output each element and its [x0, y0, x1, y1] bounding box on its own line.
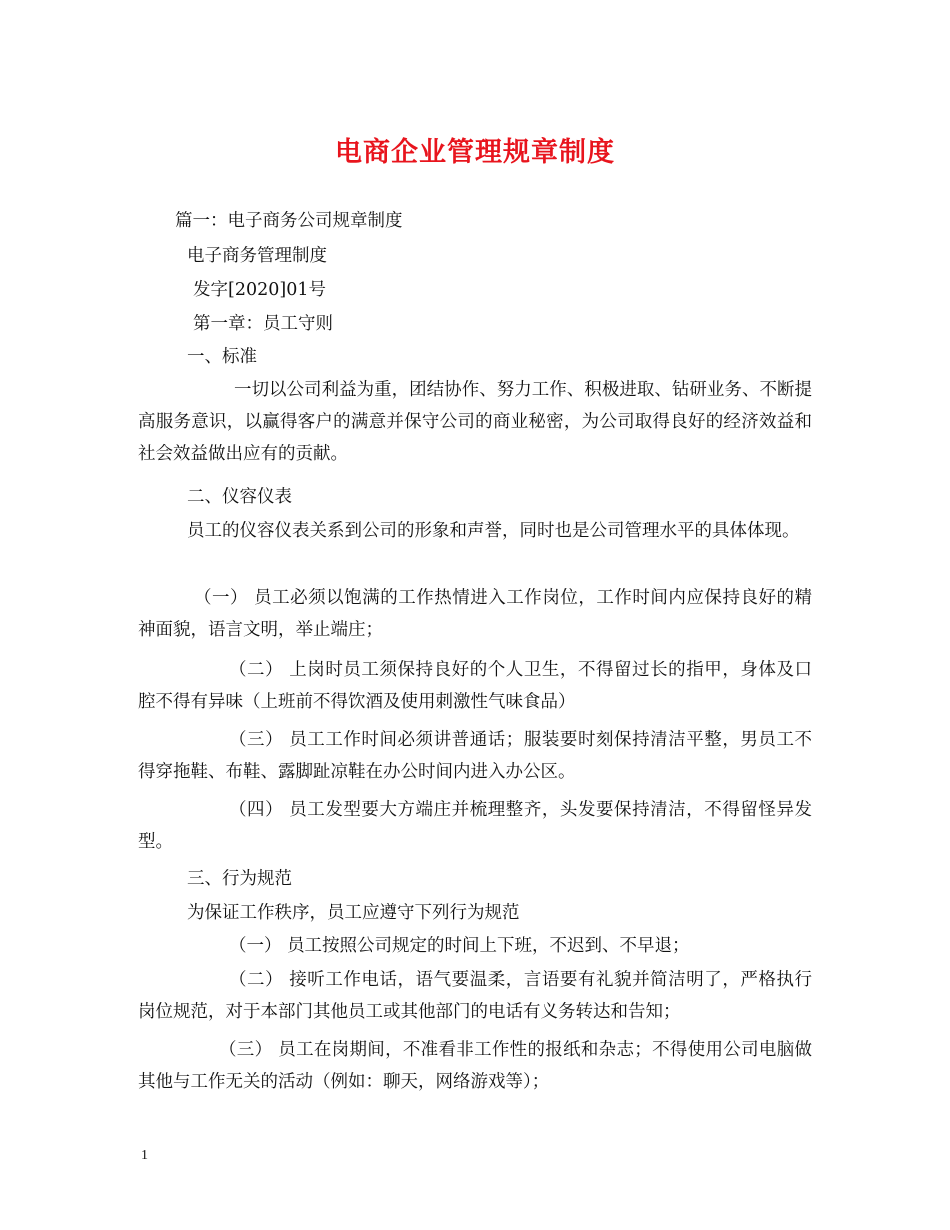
subheading: 电子商务管理制度: [187, 246, 327, 266]
section-heading: 篇一：电子商务公司规章制度: [175, 211, 403, 231]
list-item: （一） 员工按照公司规定的时间上下班，不迟到、不早退；: [229, 936, 690, 956]
list-item: （三） 员工在岗期间，不准看非工作性的报纸和杂志；不得使用公司电脑做其他与工作无关的活动（例如：聊天，网络游戏等）；: [138, 1040, 812, 1092]
paragraph-standard: 一切以公司利益为重，团结协作、努力工作、积极进取、钻研业务、不断提高服务意识，以赢得客户的满意并保守公司的商业秘密，为公司取得良好的经济效益和社会效益做出应有的贡献。: [138, 380, 812, 464]
chapter-heading: 第一章：员工守则: [193, 314, 333, 334]
list-item: （二） 接听工作电话，语气要温柔，言语要有礼貌并简洁明了，严格执行岗位规范，对于本部门其他员工或其他部门的电话有义务转达和告知；: [138, 970, 812, 1022]
list-item: （一） 员工必须以饱满的工作热情进入工作岗位，工作时间内应保持良好的精神面貌，语言文明，举止端庄；: [138, 588, 812, 640]
list-item: （四） 员工发型要大方端庄并梳理整齐，头发要保持清洁，不得留怪异发型。: [138, 800, 812, 852]
list-item: （三） 员工工作时间必须讲普通话；服装要时刻保持清洁平整，男员工不得穿拖鞋、布鞋、露脚趾凉鞋在办公时间内进入办公区。: [138, 730, 812, 782]
list-item: （二） 上岗时员工须保持良好的个人卫生，不得留过长的指甲，身体及口腔不得有异味（上班前不得饮酒及使用刺激性气味食品）: [138, 660, 812, 712]
page-number: 1: [141, 1148, 148, 1163]
paragraph-behavior: 为保证工作秩序，员工应遵守下列行为规范: [187, 903, 520, 923]
document-title: 电商企业管理规章制度: [335, 137, 615, 168]
paragraph-appearance: 员工的仪容仪表关系到公司的形象和声誉，同时也是公司管理水平的具体体现。: [187, 521, 800, 541]
section-heading: 二、仪容仪表: [187, 487, 292, 507]
section-heading: 三、行为规范: [187, 869, 292, 889]
document-number: 发字[2020]01号: [193, 280, 326, 300]
section-heading: 一、标准: [187, 347, 257, 367]
